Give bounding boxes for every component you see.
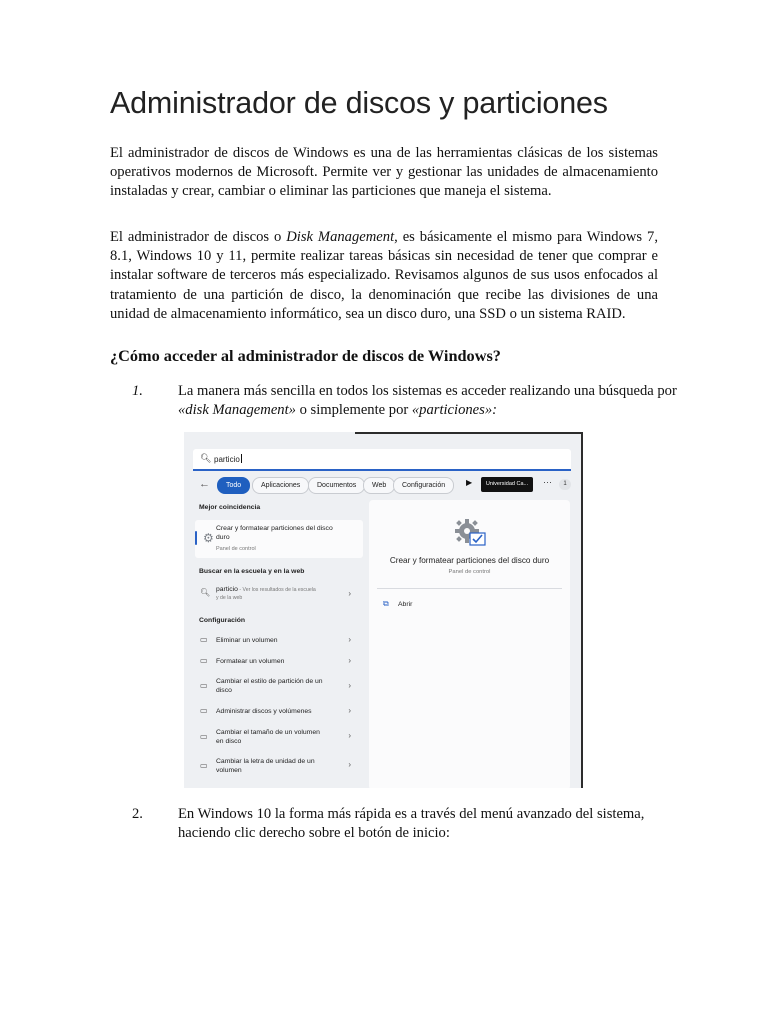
drive-icon: ▭ — [200, 761, 208, 770]
search-filter-tabs — [193, 477, 575, 493]
divider — [377, 588, 562, 589]
disk-management-term: Disk Management — [286, 229, 395, 245]
chevron-right-icon: › — [348, 731, 351, 740]
open-external-icon[interactable]: ⧉ — [383, 599, 389, 608]
selection-indicator — [195, 531, 197, 545]
count-badge: 1 — [559, 479, 571, 490]
windows-search-screenshot — [184, 432, 583, 788]
gear-icon: ⚙ — [203, 531, 214, 545]
list-number: 1. — [132, 383, 143, 399]
organization-chip[interactable]: Universidad Ca... — [481, 477, 533, 492]
tab-documentos[interactable]: Documentos — [308, 477, 365, 494]
chevron-right-icon: › — [348, 635, 351, 644]
config-item-label: Formatear un volumen — [216, 658, 285, 665]
chevron-right-icon: › — [348, 706, 351, 715]
best-match-subtitle: Panel de control — [216, 546, 256, 552]
result-detail-panel — [369, 500, 570, 788]
detail-subtitle: Panel de control — [448, 569, 491, 575]
detail-title: Crear y formatear particiones del disco duro — [389, 556, 550, 565]
web-search-label: particio - Ver los resultados de la escuela y de la web — [216, 586, 316, 601]
web-search-heading: Buscar en la escuela y en la web — [199, 568, 305, 575]
search-box[interactable] — [193, 449, 571, 471]
list-text: En Windows 10 la forma más rápida es a través del menú avanzado del sistema, haciendo clic derecho sobre el botón de inicio: — [178, 806, 645, 842]
drive-icon: ▭ — [200, 656, 208, 665]
paragraph-text: El administrador de discos o — [110, 229, 287, 245]
page-title: Administrador de discos y particiones — [110, 86, 608, 120]
drive-icon: ▭ — [200, 681, 208, 690]
section-heading: ¿Cómo acceder al administrador de discos de Windows? — [110, 346, 501, 365]
search-input[interactable]: particio — [214, 455, 240, 464]
intro-paragraph: El administrador de discos de Windows es una de las herramientas clásicas de los sistemas operativos modernos de Microsoft. Permite ver y gestionar las unidades de almacenamiento instaladas y crear, cambiar o eliminar las particiones que maneja el sistema. — [110, 145, 658, 200]
list-text: La manera más sencilla en todos los sistemas es acceder realizando una búsqueda por «disk Management» o simplemente por «particiones»: — [178, 383, 677, 419]
play-icon[interactable]: ▶ — [466, 478, 473, 487]
chevron-right-icon: › — [348, 760, 351, 769]
frame-border — [581, 432, 583, 788]
drive-icon: ▭ — [200, 635, 208, 644]
tab-aplicaciones[interactable]: Aplicaciones — [252, 477, 309, 494]
best-match-result[interactable] — [195, 520, 363, 558]
configuration-heading: Configuración — [199, 617, 246, 624]
frame-border — [355, 432, 583, 434]
tab-web[interactable]: Web — [363, 477, 395, 494]
tab-configuracion[interactable]: Configuración — [393, 477, 454, 494]
chevron-right-icon: › — [348, 681, 351, 690]
config-item-label: Cambiar la letra de unidad de un volumen — [216, 758, 315, 774]
chevron-right-icon: › — [348, 589, 351, 598]
config-item-label: Administrar discos y volúmenes — [216, 708, 312, 715]
paragraph-text: , es básicamente el mismo para Windows 7, 8.1, Windows 10 y 11, permite realizar tareas básicas sin necesidad de tener que comprar e instalar software de terceros más especializado. Revisamos algunos de sus usos enfocados al tratamiento de una partición de disco, la denominación que recibe las divisiones de una unidad de almacenamiento informático, sea un disco duro, una SSD o un sistema RAID. — [110, 229, 658, 322]
best-match-heading: Mejor coincidencia — [199, 504, 261, 511]
chevron-right-icon: › — [348, 656, 351, 665]
drive-icon: ▭ — [200, 732, 208, 741]
more-options-button[interactable]: ··· — [543, 477, 552, 487]
search-icon: 🔍︎ — [200, 453, 212, 463]
list-number: 2. — [132, 806, 143, 822]
config-item-label: Cambiar el estilo de partición de un disco — [216, 678, 323, 694]
tab-todo[interactable]: Todo — [217, 477, 250, 494]
config-item-label: Eliminar un volumen — [216, 637, 278, 644]
arrow-left-icon[interactable]: ← — [199, 478, 210, 490]
open-button[interactable]: Abrir — [398, 601, 413, 608]
gear-checkmark-icon — [453, 518, 487, 548]
best-match-title: Crear y formatear particiones del disco duro — [216, 525, 333, 541]
search-icon: 🔍︎ — [200, 588, 211, 597]
results-list — [193, 500, 365, 788]
config-item-label: Cambiar el tamaño de un volumen en disco — [216, 729, 320, 745]
web-search-result[interactable] — [195, 585, 363, 607]
drive-icon: ▭ — [200, 706, 208, 715]
disk-management-paragraph — [110, 228, 658, 324]
